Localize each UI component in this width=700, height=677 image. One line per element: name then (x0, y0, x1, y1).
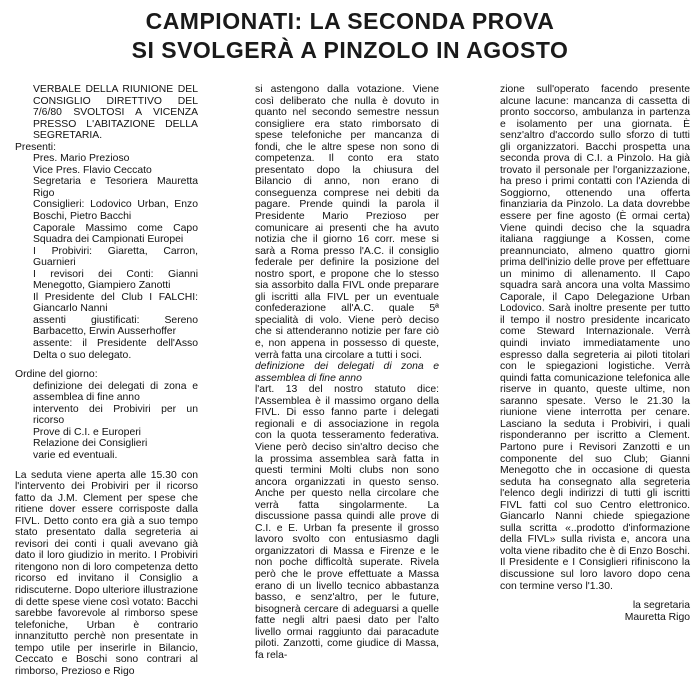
presenti-label: Presenti: (15, 142, 198, 154)
presenti-item: Il Presidente del Club I FALCHI: Giancarlo Nanni (15, 292, 198, 315)
odg-item: Prove di C.I. e Europeri (15, 427, 198, 439)
verbale-intro: VERBALE DELLA RIUNIONE DEL CONSIGLIO DIRETTIVO DEL 7/6/80 SVOLTOSI A VICENZA PRESSO L'ABITAZIONE DELLA SEGRETARIA. (15, 84, 198, 142)
presenti-item: assente: il Presidente dell'Asso Delta o suo delegato. (15, 338, 198, 361)
headline-line-2: SI SVOLGERÀ A PINZOLO IN AGOSTO (0, 37, 700, 64)
column-2-body-2: l'art. 13 del nostro statuto dice: l'Assemblea è il massimo organo della FIVL. Di esso fanno parte i delegati regionali e di associazione in regola con la quota tesseramento federativa. Viene però deciso sin'altro deciso che la prossima assemblea sarà fatta in questi termini Molti clubs non sono ancora organizzati in questo senso. Anche per questo nella circolare che verrà fatta singolarmente. La discussione passa quindi alle prove di C.I. e E. Urban fa presente il grosso lavoro svolto con entusiasmo dagli organizzatori di Massa e Firenze e le non poche difficoltà superate. Rivela però che le prove effettuate a Massa erano di un livello tecnico abbastanza basso, e senz'altro, per le future, bisognerà cercare di adeguarsi a quelle fatte negli altri paesi dato per l'alto livello ormai raggiunto dai paracadute piloti. Zanzotti, come giudice di Massa, fa rela- (255, 384, 439, 661)
odg-label: Ordine del giorno: (15, 369, 198, 381)
odg-item: varie ed eventuali. (15, 450, 198, 462)
column-3 (500, 84, 690, 623)
presenti-item: Consiglieri: Lodovico Urban, Enzo Boschi, Pietro Bacchi (15, 199, 198, 222)
presenti-item: Pres. Mario Prezioso (15, 153, 198, 165)
column-3-body: zione sull'operato facendo presente alcune lacune: mancanza di cassetta di pronto soccorso, ambulanza in partenza e isolamento per una giornata. È senz'altro d'accordo sullo sforzo di tutti gli organizzatori. Bacchi prospetta una seconda prova di C.I. a Pinzolo. Ha già trovato il personale per l'organizzazione, ha preso i primi contatti con l'Azienda di Soggiorno, ottenendo una offerta finanziaria da Pinzolo. La data dovrebbe essere per fine agosto (È ormai certa) Viene quindi deciso che la squadra italiana raggiunge a Kossen, come preannunciato, almeno quattro giorni prima dell'inizio delle prove per effettuare un minimo di allenamento. Il Capo squadra sarà ancora una volta Massimo Caporale, il Capo Delegazione Urban Lodovico. Sarà inoltre presente per tutto il tempo il nostro presidente incaricato come Steward Internazionale. Verrà quindi inviato immediatamente uno espresso dalla segreteria ai piloti titolari con le spiegazioni logistiche. Verrà quindi fatta comunicazione telefonica alle riserve in quanto, queste ultime, non saranno spesate. Verso le 21.30 la riunione viene interrotta per cenare. Lasciano la seduta i Probiviri, i quali risponderanno per iscritto a Clement. Partono pure i Revisori Zanzotti e un componente del suo Club; Gianni Menegotto che in occasione di questa seduta ha consegnato alla segreteria l'elenco degli indirizzi di tutti gli iscritti FIVL fatti col suo Centro elettronico. Giancarlo Nanni chiede spiegazione sulla scritta «..prodotto d'informazione della FIVL» sulla rivista e, ancora una volta viene ribadito che è di Enzo Boschi. Il Presidente e I Consiglieri rifiniscono la discussione sul loro lavoro dopo cena con termine verso l'1.30. (500, 84, 690, 592)
presenti-item: I revisori dei Conti: Gianni Menegotto, Giampiero Zanotti (15, 269, 198, 292)
presenti-item: Vice Pres. Flavio Ceccato (15, 165, 198, 177)
odg-item: Relazione dei Consiglieri (15, 438, 198, 450)
signature-name: Mauretta Rigo (500, 612, 690, 624)
presenti-item: assenti giustificati: Sereno Barbacetto, Erwin Ausserhoffer (15, 315, 198, 338)
column-2 (255, 84, 439, 661)
signature-role: la segretaria (500, 600, 690, 612)
headline-line-1: CAMPIONATI: LA SECONDA PROVA (0, 8, 700, 35)
column-1 (15, 84, 198, 677)
column-2-body-1: si astengono dalla votazione. Viene così deliberato che nulla è dovuto in quanto nel secondo semestre nessun consigliere era stato rimborsato di spese telefoniche per mancanza di fondi, che le altre spese non sono di competenza. Il conto era stato presentato dopo la chiusura del Bilancio di anno, non erano di conseguenza comprese nei debiti da pagare. Prende quindi la parola il Presidente Mario Prezioso per comunicare ai presenti che ha avuto notizia che il giorno 16 corr. mese si sarà a Roma presso l'A.C. il consiglio federale per definire la posizione del nostro sport, e propone che lo stesso sia assorbito dalla FIVL onde preparare gli iscritti alla FIVL per un eventuale confederazione all'A.C. quale 5ª specialità di volo. Viene però deciso che si attenderanno notizie per fare ciò e, non appena in possesso di queste, verrà fatta una circolare a tutti i soci. (255, 84, 439, 361)
presenti-item: I Probiviri: Giaretta, Carron, Guarnieri (15, 246, 198, 269)
odg-item: intervento dei Probiviri per un ricorso (15, 404, 198, 427)
presenti-item: Segretaria e Tesoriera Mauretta Rigo (15, 176, 198, 199)
presenti-item: Caporale Massimo come Capo Squadra dei Campionati Europei (15, 223, 198, 246)
section-heading: definizione dei delegati di zona e assemblea di fine anno (255, 361, 439, 384)
column-1-body: La seduta viene aperta alle 15.30 con l'intervento dei Probiviri per il ricorso fatto da J.M. Clement per spese che ritiene dover essere corrisposte dalla FIVL. Detto conto era già a suo tempo stato presentato dalla segreteria ai revisori dei conti i quali avevano già dato il loro giudizio in merito. I Probiviri ritengono non di loro competenza detto ricorso ed invitano il Consiglio a ridiscuterne. Dopo ulteriore illustrazione di dette spese viene così votato: Bacchi sarebbe favorevole al rimborso spese telefoniche, Urban è contrario innanzitutto perchè non presentate in tempo utile per inserirle in Bilancio, Ceccato e Boschi sono contrari al rimborso, Prezioso e Rigo (15, 470, 198, 677)
odg-item: definizione dei delegati di zona e assemblea di fine anno (15, 381, 198, 404)
